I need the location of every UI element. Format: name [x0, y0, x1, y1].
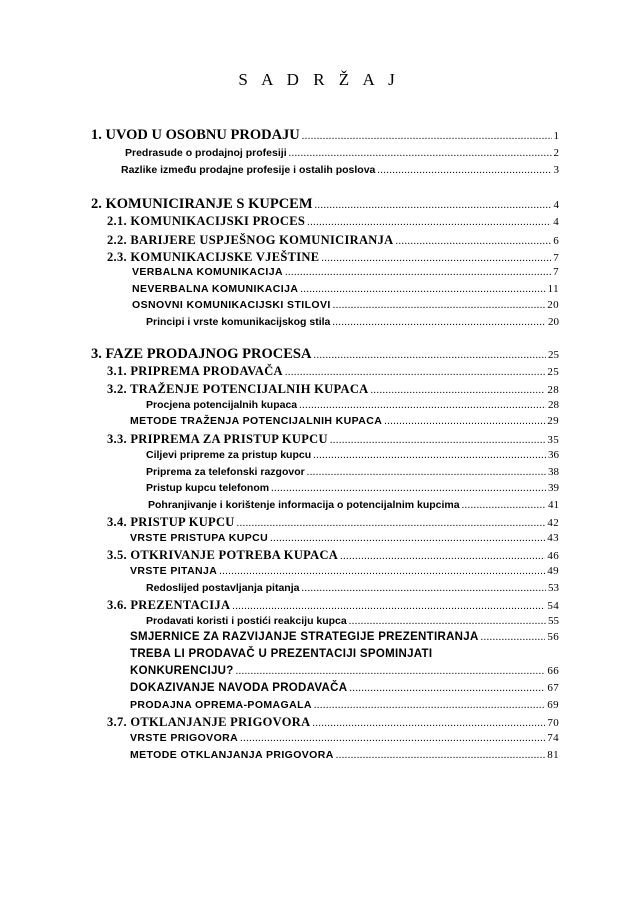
toc-entry-title: METODE OTKLANJANJA PRIGOVORA — [130, 749, 334, 761]
toc-dot-leader — [333, 300, 546, 311]
toc-page-number: 29 — [547, 415, 559, 427]
toc-entry-title: Predrasude o prodajnoj profesiji — [125, 147, 287, 159]
toc-page-number: 7 — [553, 252, 559, 264]
toc-entry-title: 2.1. KOMUNIKACIJSKI PROCES — [107, 214, 306, 228]
toc-entry-title: VRSTE PITANJA — [130, 565, 218, 577]
toc-entry-title: Pristup kupcu telefonom — [146, 482, 270, 494]
toc-entry-title: OSNOVNI KOMUNIKACIJSKI STILOVI — [132, 299, 331, 311]
toc-entry[interactable] — [146, 399, 559, 411]
toc-page-number: 74 — [547, 732, 559, 744]
toc-entry-title: Prodavati koristi i postići reakciju kupca — [146, 615, 347, 627]
toc-entry-title: DOKAZIVANJE NAVODA PRODAVAČA — [130, 682, 348, 694]
toc-page-number: 3 — [553, 164, 559, 176]
toc-title: S A D R Ž A J — [238, 70, 400, 89]
toc-entry[interactable] — [146, 466, 559, 478]
toc-entry[interactable] — [130, 732, 559, 744]
toc-entry-title: VERBALNA KOMUNIKACIJA — [132, 266, 283, 278]
toc-dot-leader — [336, 750, 545, 761]
toc-dot-leader — [232, 601, 545, 612]
toc-dot-leader — [289, 148, 552, 159]
toc-dot-leader — [312, 718, 545, 729]
toc-dot-leader — [384, 416, 545, 427]
toc-entry-title[interactable]: TREBA LI PRODAVAČ U PREZENTACIJI SPOMINJATI — [130, 648, 433, 660]
toc-entry-title: Ciljevi pripreme za pristup kupcu — [146, 449, 312, 461]
toc-page-number: 39 — [548, 482, 559, 494]
toc-page-number: 28 — [548, 399, 559, 411]
toc-dot-leader — [307, 467, 546, 478]
toc-entry-title: SMJERNICE ZA RAZVIJANJE STRATEGIJE PREZENTIRANJA — [130, 631, 479, 643]
toc-page-number: 70 — [547, 717, 559, 729]
toc-entry-title: KONKURENCIJU? — [130, 665, 234, 677]
toc-page-number: 54 — [547, 600, 559, 612]
toc-entry-title: Priprema za telefonski razgovor — [146, 466, 305, 478]
toc-entry[interactable] — [121, 164, 559, 176]
toc-entry[interactable] — [107, 250, 559, 265]
toc-entry-title: 3.5. OTKRIVANJE POTREBA KUPACA — [107, 548, 339, 562]
toc-page-number: 66 — [547, 665, 559, 677]
toc-page-number: 69 — [547, 699, 559, 711]
toc-entry[interactable] — [132, 283, 559, 295]
toc-entry-title: METODE TRAŽENJA POTENCIJALNIH KUPACA — [130, 415, 383, 427]
toc-page-number: 2 — [553, 147, 559, 159]
toc-entry-title: VRSTE PRISTUPA KUPCU — [130, 532, 269, 544]
toc-page-number: 49 — [547, 565, 559, 577]
toc-entry[interactable] — [91, 127, 559, 144]
toc-page-number: 43 — [547, 532, 559, 544]
toc-entry[interactable] — [107, 364, 559, 379]
toc-page-number: 35 — [547, 434, 559, 446]
toc-dot-leader — [236, 666, 546, 677]
toc-entry[interactable] — [91, 346, 559, 363]
toc-dot-leader — [307, 217, 551, 228]
toc-dot-leader — [395, 236, 551, 247]
toc-entry-title: Procjena potencijalnih kupaca — [146, 399, 298, 411]
toc-entry[interactable] — [107, 432, 559, 447]
toc-entry-title: Principi i vrste komunikacijskog stila — [146, 316, 331, 328]
toc-entry-title: 1. UVOD U OSOBNU PRODAJU — [91, 127, 300, 143]
toc-page-number: 46 — [547, 550, 559, 562]
toc-dot-leader — [285, 367, 546, 378]
toc-dot-leader — [330, 435, 546, 446]
toc-dot-leader — [315, 200, 552, 211]
toc-entry-title: PRODAJNA OPREMA-POMAGALA — [130, 699, 312, 711]
toc-entry[interactable] — [130, 699, 559, 711]
toc-entry-title: Redoslijed postavljanja pitanja — [146, 582, 300, 594]
toc-entry[interactable] — [146, 582, 559, 594]
toc-dot-leader — [285, 267, 551, 278]
toc-page-number: 4 — [553, 216, 559, 228]
toc-entry[interactable] — [146, 615, 559, 627]
toc-entry[interactable] — [148, 499, 559, 511]
toc-dot-leader — [299, 400, 546, 411]
toc-entry[interactable] — [130, 749, 559, 761]
toc-entry[interactable] — [125, 147, 559, 159]
toc-dot-leader — [270, 533, 545, 544]
toc-page-number: 20 — [548, 316, 559, 328]
toc-dot-leader — [313, 350, 546, 361]
toc-page-number: 42 — [547, 517, 559, 529]
toc-page-number: 67 — [547, 682, 559, 694]
toc-entry[interactable] — [146, 316, 559, 328]
toc-entry-title: 3.7. OTKLANJANJE PRIGOVORA — [107, 715, 311, 729]
toc-entry-title: 2.2. BARIJERE USPJEŠNOG KOMUNICIRANJA — [107, 233, 394, 247]
toc-entry[interactable] — [130, 565, 559, 577]
toc-dot-leader — [340, 551, 545, 562]
toc-entry[interactable] — [107, 548, 559, 563]
toc-entry[interactable] — [91, 196, 559, 213]
toc-entry-title: 3. FAZE PRODAJNOG PROCESA — [91, 346, 312, 362]
toc-page-number: 38 — [548, 466, 559, 478]
toc-entry[interactable] — [107, 515, 559, 530]
toc-entry-title: 2. KOMUNICIRANJE S KUPCEM — [91, 196, 313, 212]
toc-entry-title: 3.6. PREZENTACIJA — [107, 598, 231, 612]
toc-dot-leader — [321, 253, 551, 264]
toc-page-number: 25 — [548, 349, 559, 361]
toc-dot-leader — [301, 583, 546, 594]
toc-entry[interactable] — [132, 299, 559, 311]
toc-entry[interactable] — [130, 665, 559, 677]
toc-page-number: 25 — [547, 366, 559, 378]
toc-entry-title: 3.1. PRIPREMA PRODAVAČA — [107, 364, 283, 378]
toc-dot-leader — [332, 317, 546, 328]
toc-dot-leader — [219, 566, 545, 577]
toc-dot-leader — [349, 616, 546, 627]
toc-page-number: 1 — [553, 130, 559, 142]
toc-entry-title: Pohranjivanje i korištenje informacija o potencijalnim kupcima — [148, 499, 460, 511]
toc-entry[interactable] — [146, 482, 559, 494]
toc-page-number: 7 — [553, 266, 559, 278]
toc-entry-title: VRSTE PRIGOVORA — [130, 732, 239, 744]
toc-page-number: 81 — [547, 749, 559, 761]
toc-dot-leader — [314, 700, 545, 711]
toc-entry-title: 2.3. KOMUNIKACIJSKE VJEŠTINE — [107, 250, 320, 264]
toc-entry-title: 3.3. PRIPREMA ZA PRISTUP KUPCU — [107, 432, 328, 446]
toc-page-number: 53 — [548, 582, 559, 594]
toc-page-number: 28 — [547, 384, 559, 396]
toc-entry-title: NEVERBALNA KOMUNIKACIJA — [132, 283, 299, 295]
toc-entry[interactable] — [132, 266, 559, 278]
toc-entry[interactable] — [107, 233, 559, 248]
toc-page-number: 4 — [553, 199, 559, 211]
toc-page-number: 55 — [548, 615, 559, 627]
toc-entry[interactable] — [146, 449, 559, 461]
toc-entry[interactable] — [107, 382, 559, 397]
toc-entry-title: 3.4. PRISTUP KUPCU — [107, 515, 235, 529]
toc-entry[interactable] — [107, 214, 559, 229]
toc-entry[interactable] — [130, 631, 559, 643]
toc-entry[interactable] — [130, 415, 559, 427]
toc-page-number: 56 — [547, 631, 559, 643]
toc-dot-leader — [271, 483, 546, 494]
toc-dot-leader — [237, 518, 546, 529]
toc-page-number: 36 — [548, 449, 559, 461]
toc-dot-leader — [371, 385, 546, 396]
toc-dot-leader — [302, 131, 552, 142]
toc-entry[interactable] — [130, 682, 559, 694]
toc-page-number: 6 — [553, 235, 559, 247]
toc-page-number: 41 — [548, 499, 559, 511]
toc-page-number: 11 — [547, 283, 559, 295]
toc-dot-leader — [313, 450, 546, 461]
toc-entry[interactable] — [130, 532, 559, 544]
toc-entry-title: Razlike između prodajne profesije i ostalih poslova — [121, 164, 376, 176]
toc-dot-leader — [240, 733, 545, 744]
toc-dot-leader — [349, 683, 545, 694]
toc-dot-leader — [481, 632, 546, 643]
toc-dot-leader — [462, 500, 546, 511]
toc-entry[interactable] — [107, 715, 559, 730]
toc-dot-leader — [300, 284, 545, 295]
toc-entry-title: 3.2. TRAŽENJE POTENCIJALNIH KUPACA — [107, 382, 369, 396]
toc-dot-leader — [377, 165, 551, 176]
toc-entry[interactable] — [107, 598, 559, 613]
toc-page-number: 20 — [547, 299, 559, 311]
